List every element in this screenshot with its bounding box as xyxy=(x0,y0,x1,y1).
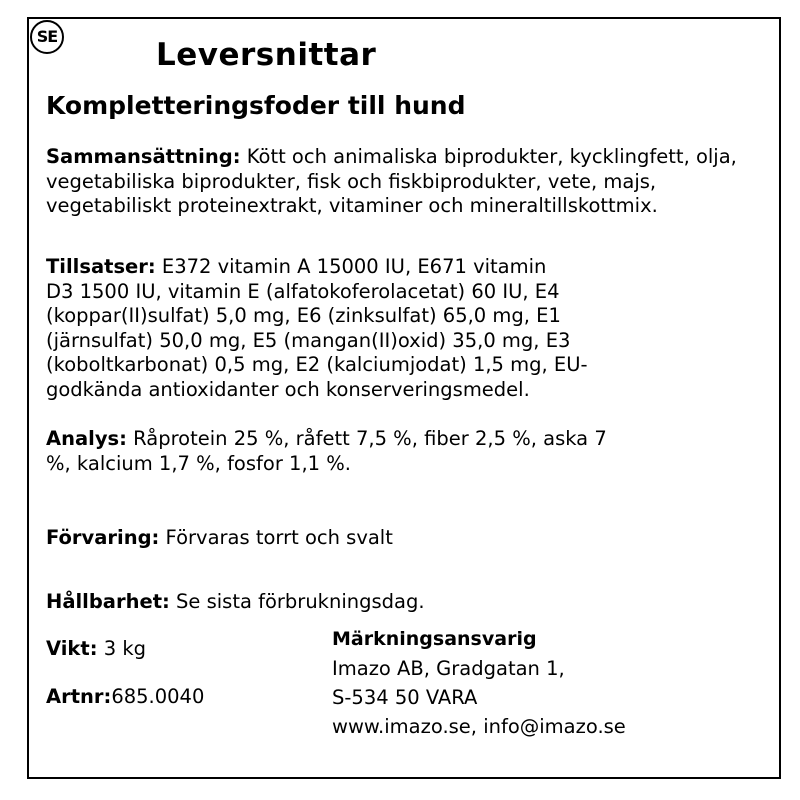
article-number-section xyxy=(46,685,326,710)
composition-label: Sammansättning: xyxy=(46,145,241,168)
article-number-label: Artnr: xyxy=(46,685,112,708)
shelf-life-section xyxy=(46,590,751,615)
shelf-life-text: Se sista förbrukningsdag. xyxy=(169,590,425,613)
responsible-block xyxy=(332,625,626,741)
storage-text: Förvaras torrt och svalt xyxy=(159,526,393,549)
product-label xyxy=(27,17,781,779)
additives-line: E372 vitamin A 15000 IU, E671 vitamin xyxy=(155,255,547,278)
country-badge: SE xyxy=(30,20,64,54)
composition-text: Kött och animaliska biprodukter, kycklingfett, olja, vegetabiliska biprodukter, fisk och fiskbiprodukter, vete, majs, vegetabiliskt proteinextrakt, vitaminer och mineraltillskottmix. xyxy=(46,145,737,217)
analysis-line: Råprotein 25 %, råfett 7,5 %, fiber 2,5 %, aska 7 xyxy=(126,427,607,450)
additives-line: (koboltkarbonat) 0,5 mg, E2 (kalciumjodat) 1,5 mg, EU- xyxy=(46,353,588,376)
responsible-contact: www.imazo.se, info@imazo.se xyxy=(332,715,626,738)
responsible-title: Märkningsansvarig xyxy=(332,628,537,650)
analysis-line: %, kalcium 1,7 %, fosfor 1,1 %. xyxy=(46,451,351,475)
article-number-value: 685.0040 xyxy=(111,685,205,708)
additives-line: godkända antioxidanter och konserveringsmedel. xyxy=(46,377,530,401)
weight-label: Vikt: xyxy=(46,637,98,660)
additives-label: Tillsatser: xyxy=(46,255,156,278)
storage-label: Förvaring: xyxy=(46,526,160,549)
weight-value: 3 kg xyxy=(97,637,147,660)
product-title: Leversnittar xyxy=(156,37,377,73)
shelf-life-label: Hållbarhet: xyxy=(46,590,170,613)
product-subtitle: Kompletteringsfoder till hund xyxy=(46,91,466,120)
storage-section xyxy=(46,526,751,551)
responsible-postal: S-534 50 VARA xyxy=(332,686,478,709)
additives-line: (järnsulfat) 50,0 mg, E5 (mangan(II)oxid) 35,0 mg, E3 xyxy=(46,328,571,352)
additives-line: (koppar(II)sulfat) 5,0 mg, E6 (zinksulfat) 65,0 mg, E1 xyxy=(46,304,561,327)
analysis-label: Analys: xyxy=(46,427,127,450)
responsible-address: Imazo AB, Gradgatan 1, xyxy=(332,657,565,680)
analysis-section xyxy=(46,427,751,476)
composition-section xyxy=(46,145,751,219)
weight-section xyxy=(46,637,326,662)
additives-line: D3 1500 IU, vitamin E (alfatokoferolacetat) 60 IU, E4 xyxy=(46,279,560,303)
additives-section xyxy=(46,255,751,402)
